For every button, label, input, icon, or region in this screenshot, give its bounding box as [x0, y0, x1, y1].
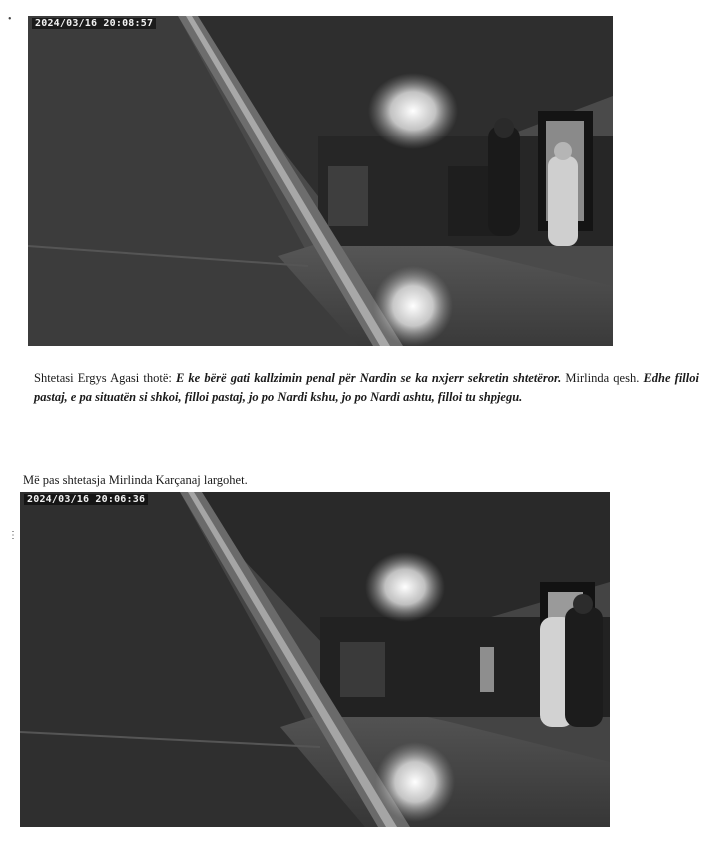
- statement-intro: Shtetasi Ergys Agasi thotë:: [34, 371, 176, 385]
- photo-1-scene: [28, 16, 613, 346]
- photo-timestamp: 2024/03/16 20:08:57: [32, 18, 156, 29]
- quoted-speech-2: Edhe filloi pastaj, e pa situatën si shkoi, filloi pastaj, jo po Nardi kshu, jo po Nardi ashtu, filloi tu shpjegu.: [34, 371, 699, 404]
- statement-middle: Mirlinda qesh.: [561, 371, 644, 385]
- surveillance-photo-2: [20, 492, 610, 827]
- scan-speck: •: [8, 14, 12, 25]
- photo-timestamp: 2024/03/16 20:06:36: [24, 494, 148, 505]
- description-paragraph-2: Më pas shtetasja Mirlinda Karçanaj largohet.: [23, 473, 248, 487]
- scan-speck: ⋮: [8, 530, 18, 541]
- surveillance-photo-1: [28, 16, 613, 346]
- quoted-speech-1: E ke bërë gati kallzimin penal për Nardin se ka nxjerr sekretin shtetëror.: [175, 371, 562, 385]
- photo-2-scene: [20, 492, 610, 827]
- description-paragraph-1: [34, 369, 699, 407]
